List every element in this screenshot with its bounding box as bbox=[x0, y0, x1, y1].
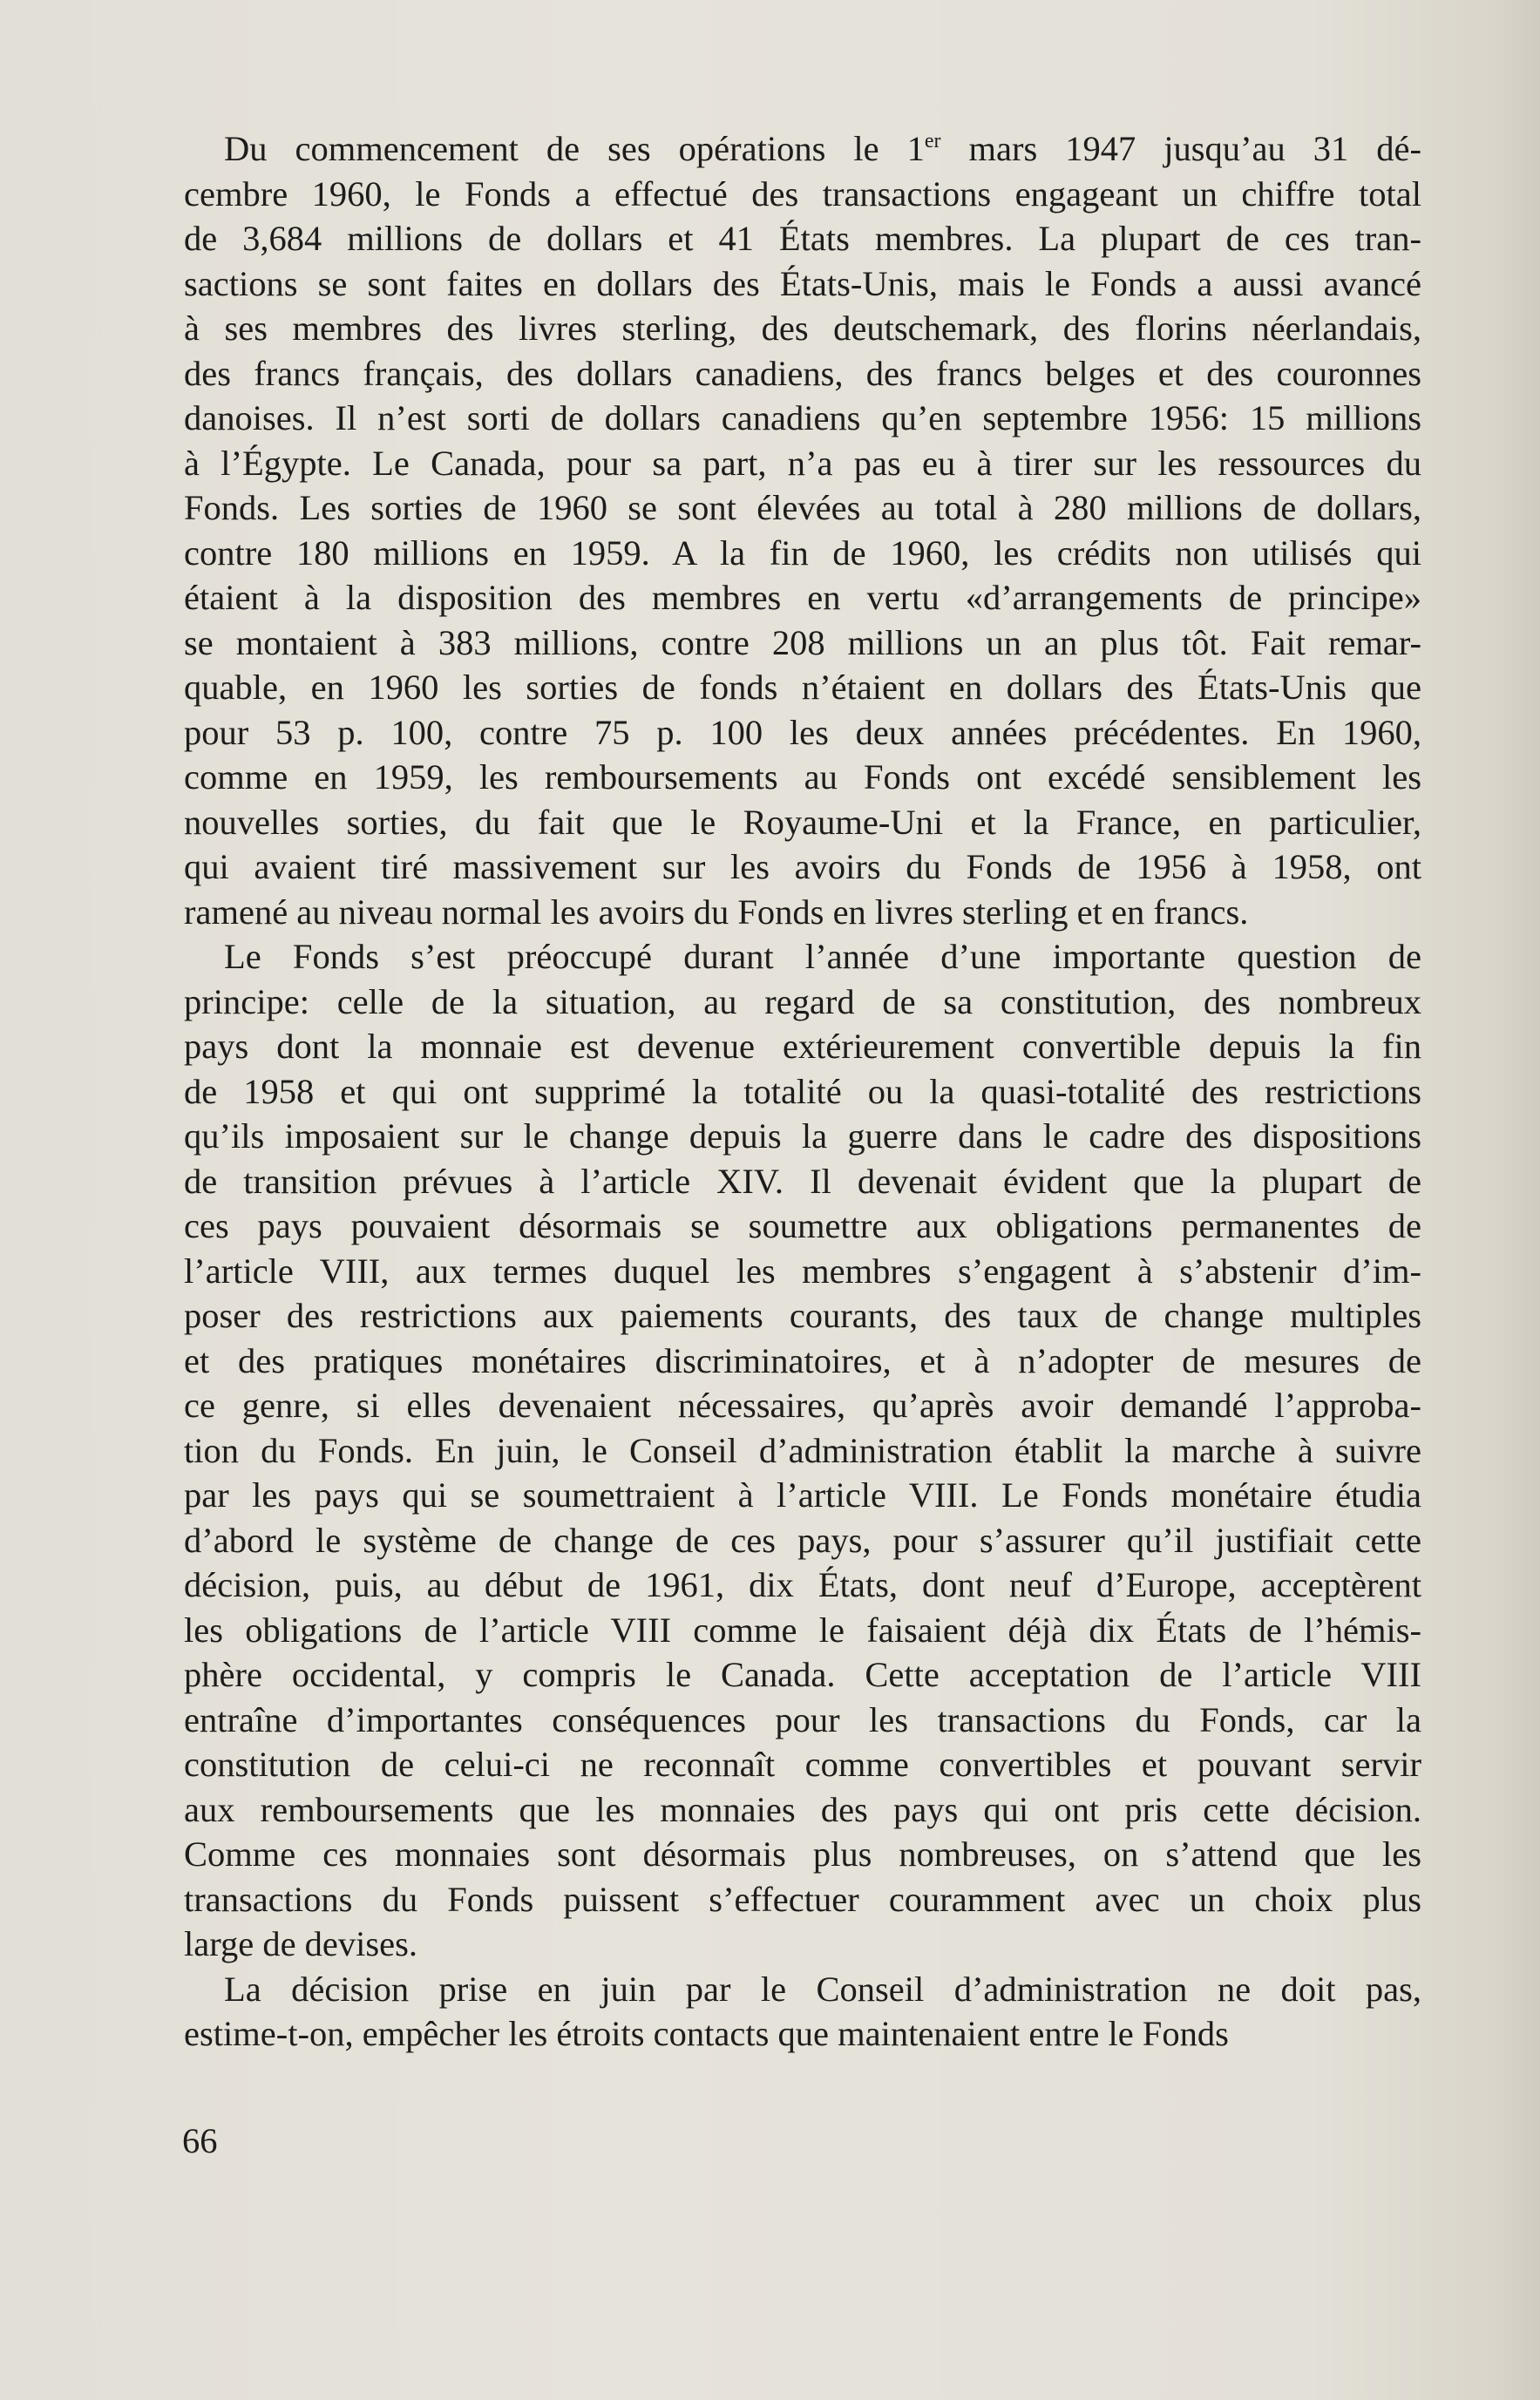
text-line: poser des restrictions aux paiements courants, des taux de change multiples bbox=[184, 1296, 1421, 1335]
paragraph bbox=[184, 126, 1421, 934]
text-line: les obligations de l’article VIII comme le faisaient déjà dix États de l’hémis- bbox=[184, 1610, 1421, 1650]
text-line: nouvelles sorties, du fait que le Royaume-Uni et la France, en particulier, bbox=[184, 802, 1421, 842]
text-line: à ses membres des livres sterling, des deutschemark, des florins néerlandais, bbox=[184, 308, 1421, 348]
ordinal-superscript: er bbox=[924, 130, 941, 153]
text-line: pays dont la monnaie est devenue extérieurement convertible depuis la fin bbox=[184, 1027, 1421, 1066]
text-line: de 1958 et qui ont supprimé la totalité ou la quasi-totalité des restrictions bbox=[184, 1071, 1421, 1111]
text-line: et des pratiques monétaires discriminatoires, et à n’adopter de mesures de bbox=[184, 1340, 1421, 1380]
text-line: ramené au niveau normal les avoirs du Fonds en livres sterling et en francs. bbox=[184, 892, 1249, 932]
text-line: entraîne d’importantes conséquences pour les transactions du Fonds, car la bbox=[184, 1699, 1421, 1739]
text-line: La décision prise en juin par le Conseil d’administration ne doit pas, bbox=[224, 1969, 1421, 2009]
text-line: contre 180 millions en 1959. A la fin de 1960, les crédits non utilisés qui bbox=[184, 532, 1421, 573]
text-line: sactions se sont faites en dollars des États-Unis, mais le Fonds a aussi avancé bbox=[184, 263, 1421, 303]
paragraph bbox=[184, 934, 1421, 1967]
text-line: large de devises. bbox=[184, 1924, 418, 1963]
text-line: estime-t-on, empêcher les étroits contacts que maintenaient entre le Fonds bbox=[184, 2014, 1229, 2053]
text-line: cembre 1960, le Fonds a effectué des transactions engageant un chiffre total bbox=[184, 173, 1421, 214]
text-line: des francs français, des dollars canadiens, des francs belges et des couronnes bbox=[184, 353, 1421, 393]
text-line: tion du Fonds. En juin, le Conseil d’administration établit la marche à suivre bbox=[184, 1430, 1421, 1470]
text-line: étaient à la disposition des membres en vertu «d’arrangements de principe» bbox=[184, 578, 1421, 617]
text-line: phère occidental, y compris le Canada. Cette acceptation de l’article VIII bbox=[184, 1655, 1421, 1694]
text-line: aux remboursements que les monnaies des pays qui ont pris cette décision. bbox=[184, 1789, 1421, 1829]
text-line: qu’ils imposaient sur le change depuis la guerre dans le cadre des dispositions bbox=[184, 1116, 1421, 1156]
text-line: pour 53 p. 100, contre 75 p. 100 les deux années précédentes. En 1960, bbox=[184, 712, 1421, 752]
text-line: Du commencement de ses opérations le 1er mars 1947 jusqu’au 31 dé- bbox=[224, 129, 1421, 168]
text-line: constitution de celui-ci ne reconnaît comme convertibles et pouvant servir bbox=[184, 1745, 1421, 1784]
text-line: ce genre, si elles devenaient nécessaires, qu’après avoir demandé l’approba- bbox=[184, 1386, 1421, 1425]
text-line: Comme ces monnaies sont désormais plus nombreuses, on s’attend que les bbox=[184, 1834, 1421, 1874]
text-line: quable, en 1960 les sorties de fonds n’étaient en dollars des États-Unis que bbox=[184, 668, 1421, 707]
text-line: décision, puis, au début de 1961, dix États, dont neuf d’Europe, acceptèrent bbox=[184, 1565, 1421, 1604]
text-line: de transition prévues à l’article XIV. Il devenait évident que la plupart de bbox=[184, 1161, 1421, 1201]
text-line: Le Fonds s’est préoccupé durant l’année d’une importante question de bbox=[224, 937, 1421, 976]
text-line: qui avaient tiré massivement sur les avoirs du Fonds de 1956 à 1958, ont bbox=[184, 847, 1421, 886]
text-line: d’abord le système de change de ces pays, pour s’assurer qu’il justifiait cette bbox=[184, 1520, 1421, 1560]
text-line: principe: celle de la situation, au regard de sa constitution, des nombreux bbox=[184, 981, 1421, 1021]
paragraph bbox=[184, 1967, 1421, 2057]
text-line: transactions du Fonds puissent s’effectuer couramment avec un choix plus bbox=[184, 1879, 1421, 1919]
body-text bbox=[184, 126, 1421, 2057]
text-line: de 3,684 millions de dollars et 41 États membres. La plupart de ces tran- bbox=[184, 219, 1421, 258]
text-line: l’article VIII, aux termes duquel les membres s’engagent à s’abstenir d’im- bbox=[184, 1251, 1421, 1291]
text-line: par les pays qui se soumettraient à l’article VIII. Le Fonds monétaire étudia bbox=[184, 1475, 1421, 1515]
text-line: comme en 1959, les remboursements au Fonds ont excédé sensiblement les bbox=[184, 757, 1421, 797]
text-line: se montaient à 383 millions, contre 208 millions un an plus tôt. Fait remar- bbox=[184, 622, 1421, 662]
text-line: ces pays pouvaient désormais se soumettre aux obligations permanentes de bbox=[184, 1206, 1421, 1245]
text-line: Fonds. Les sorties de 1960 se sont élevées au total à 280 millions de dollars, bbox=[184, 488, 1421, 527]
text-line: à l’Égypte. Le Canada, pour sa part, n’a pas eu à tirer sur les ressources du bbox=[184, 443, 1421, 483]
text-line: danoises. Il n’est sorti de dollars canadiens qu’en septembre 1956: 15 millions bbox=[184, 398, 1421, 437]
page-number: 66 bbox=[182, 2121, 218, 2160]
